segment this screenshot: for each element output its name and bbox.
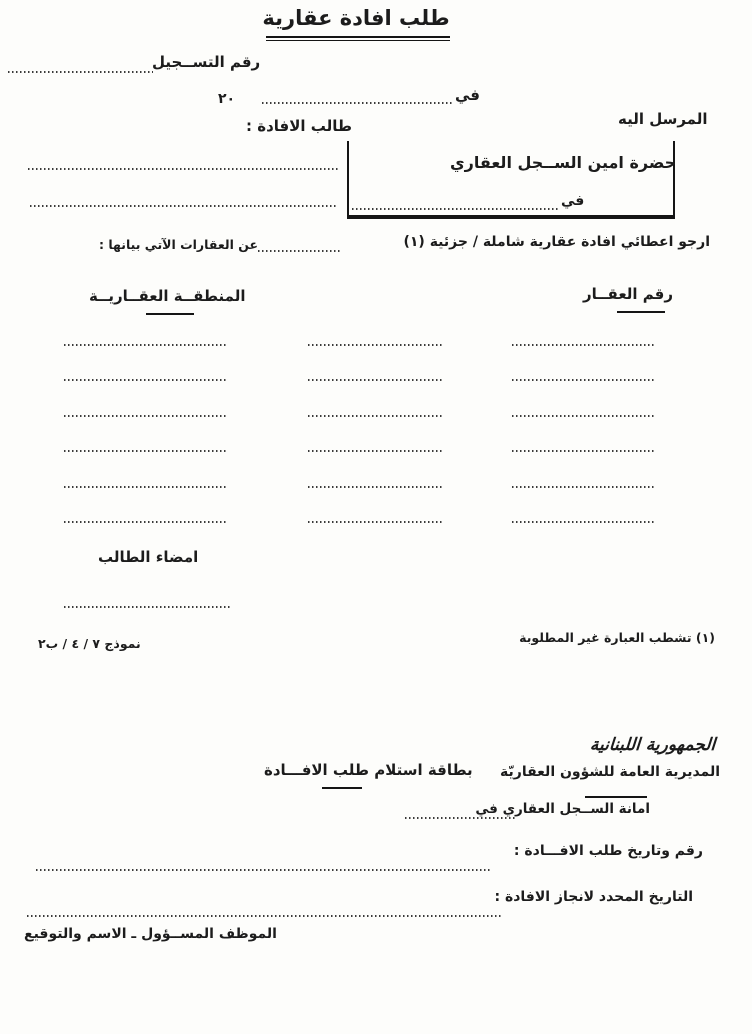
- due-date-label: التاريخ المحدد لانجاز الافادة :: [494, 889, 693, 905]
- property-cell-line: [512, 486, 655, 488]
- request-scope-line: [258, 250, 340, 252]
- registry-label: امانة الســجل العقاري في: [475, 801, 650, 817]
- addressee-box-in-label: في: [561, 193, 585, 209]
- request-no-label: رقم وتاريخ طلب الافـــادة :: [513, 843, 703, 859]
- page-title: طلب افادة عقارية: [262, 6, 450, 30]
- property-cell-line: [308, 379, 444, 381]
- property-cell-line: [512, 521, 655, 523]
- request-suffix: عن العقارات الآتي بيانها :: [98, 237, 258, 252]
- col-header-property-number: رقم العقــار: [583, 285, 673, 303]
- request-no-line: [36, 869, 491, 871]
- registration-line: [8, 71, 153, 73]
- property-cell-line: [512, 379, 655, 381]
- registry-divider: [585, 796, 647, 798]
- directorate-title: المديرية العامة للشؤون العقاريّة: [500, 764, 720, 780]
- col-header-property-number-underline: [617, 311, 665, 313]
- receipt-card-title: بطاقة استلام طلب الافـــادة: [264, 761, 473, 779]
- addressee-location-line: [352, 208, 560, 210]
- requester-label: طالب الافادة :: [246, 117, 353, 135]
- republic-title: الجمهورية اللبنانية: [589, 735, 716, 755]
- property-cell-line: [64, 450, 227, 452]
- requester-line-2: [30, 205, 338, 207]
- property-cell-line: [512, 450, 655, 452]
- property-cell-line: [64, 344, 227, 346]
- col-header-district-underline: [146, 313, 194, 315]
- property-cell-line: [308, 521, 444, 523]
- signature-line: [64, 606, 230, 608]
- property-cell-line: [512, 415, 655, 417]
- property-cell-line: [308, 415, 444, 417]
- property-cell-line: [308, 344, 444, 346]
- property-cell-line: [308, 486, 444, 488]
- requester-line-1: [28, 168, 338, 170]
- addressee-salutation: حضرة امين الســجل العقاري: [450, 153, 677, 172]
- col-header-district: المنطقــة العقــاريــة: [89, 287, 246, 305]
- footnote: (١) تشطب العبارة غير المطلوبة: [519, 630, 715, 645]
- registration-label: رقم التســجيل: [152, 53, 261, 71]
- receipt-card-title-underline: [322, 787, 362, 789]
- addressee-label: المرسل اليه: [618, 110, 708, 128]
- officer-label: الموظف المســؤول ـ الاسم والتوقيع: [24, 926, 277, 942]
- date-line: [262, 102, 454, 104]
- signature-label: امضاء الطالب: [98, 548, 199, 566]
- property-cell-line: [64, 415, 227, 417]
- registry-location-line: [405, 817, 517, 819]
- due-date-line: [27, 915, 503, 917]
- property-cell-line: [308, 450, 444, 452]
- request-text: ارجو اعطائي افادة عقارية شاملة / جزئية (١): [403, 234, 710, 250]
- date-in-label: في: [455, 86, 480, 104]
- property-cell-line: [64, 486, 227, 488]
- property-table-rows: [64, 344, 655, 529]
- property-cell-line: [64, 521, 227, 523]
- property-cell-line: [64, 379, 227, 381]
- title-underline: [266, 36, 450, 41]
- form-number: نموذج ٧ / ٤ / ب٢: [38, 636, 141, 651]
- property-cell-line: [512, 344, 655, 346]
- date-year-prefix: ٢٠: [218, 91, 236, 107]
